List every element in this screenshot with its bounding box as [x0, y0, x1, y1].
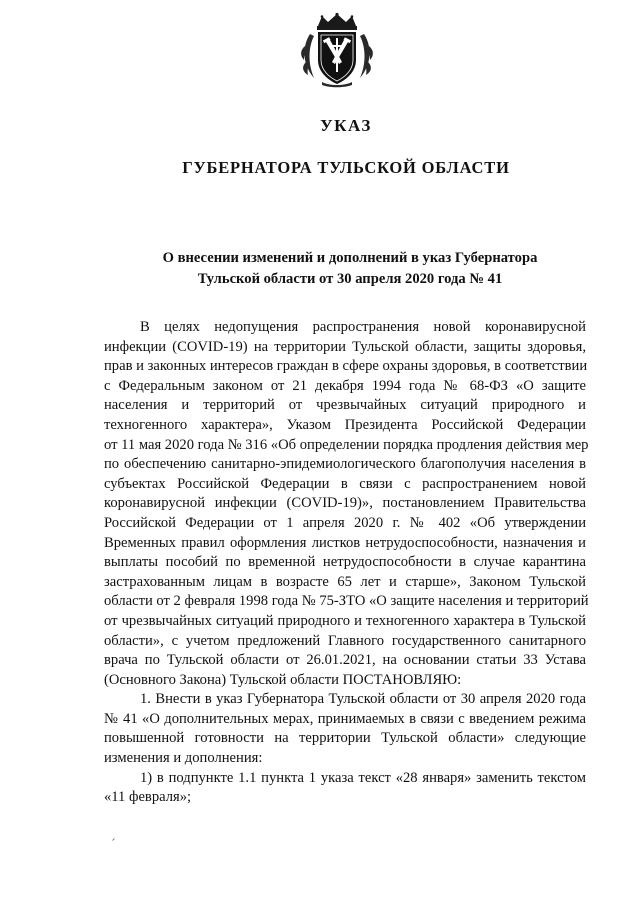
- body-line: 1. Внести в указ Губернатора Тульской области от 30 апреля 2020 года: [140, 691, 586, 708]
- body-line: области», с учетом предложений Главного государственного санитарного: [104, 632, 586, 649]
- body-line: области от 2 февраля 1998 года № 75-ЗТО «О защите населения и территорий: [104, 593, 589, 610]
- body-line: Российской Федерации от 1 апреля 2020 г. № 402 «Об утверждении: [104, 514, 586, 531]
- body-line: застрахованным лицам в возрасте 65 лет и старше», Законом Тульской: [104, 573, 586, 590]
- body-line: выплаты пособий по временной нетрудоспособности в случае карантина: [104, 554, 586, 571]
- body-line: «11 февраля»;: [104, 789, 192, 806]
- tula-coat-of-arms-icon: [296, 12, 378, 88]
- body-line: инфекции (COVID-19) на территории Тульской области, защиты здоровья,: [104, 338, 586, 355]
- body-line: коронавирусной инфекции (COVID-19)», постановлением Правительства: [104, 495, 586, 512]
- body-line: по обеспечению санитарно-эпидемиологического благополучия населения в: [104, 456, 586, 473]
- document-subject: [120, 248, 580, 290]
- body-line: № 41 «О дополнительных мерах, принимаемых в связи с введением режима: [104, 710, 586, 727]
- body-line: Временных правил оформления листков нетрудоспособности, назначения и: [104, 534, 586, 551]
- body-line: прав и законных интересов граждан в сфере охраны здоровья, в соответствии: [104, 358, 588, 375]
- body-line: от чрезвычайных ситуаций природного и техногенного характера в Тульской: [104, 612, 586, 629]
- subject-line: Тульской области от 30 апреля 2020 года № 41: [197, 271, 503, 287]
- body-line: техногенного характера», Указом Президента Российской Федерации: [104, 416, 586, 433]
- subject-line: О внесении изменений и дополнений в указ Губернатора: [162, 250, 538, 266]
- body-line: повышенной готовности на территории Тульской области» следующие: [104, 730, 586, 747]
- body-line: врача по Тульской области от 26.01.2021, на основании статьи 33 Устава: [104, 652, 586, 669]
- scan-speck: [112, 838, 115, 841]
- body-line: изменения и дополнения:: [104, 750, 263, 767]
- body-line: (Основного Закона) Тульской области ПОСТАНОВЛЯЮ:: [104, 671, 462, 688]
- body-line: субъектах Российской Федерации в связи с распространением новой: [104, 475, 586, 492]
- document-body: [104, 318, 589, 808]
- document-issuer-title: ГУБЕРНАТОРА ТУЛЬСКОЙ ОБЛАСТИ: [182, 158, 510, 177]
- body-line: В целях недопущения распространения новой коронавирусной: [140, 319, 586, 335]
- body-line: с Федеральным законом от 21 декабря 1994 года № 68-ФЗ «О защите: [104, 377, 586, 394]
- document-type-title: УКАЗ: [320, 116, 372, 135]
- body-line: населения и территорий от чрезвычайных ситуаций природного и: [104, 397, 586, 414]
- body-line: 1) в подпункте 1.1 пункта 1 указа текст «28 января» заменить текстом: [140, 769, 586, 786]
- body-line: от 11 мая 2020 года № 316 «Об определении порядка продления действия мер: [104, 436, 589, 453]
